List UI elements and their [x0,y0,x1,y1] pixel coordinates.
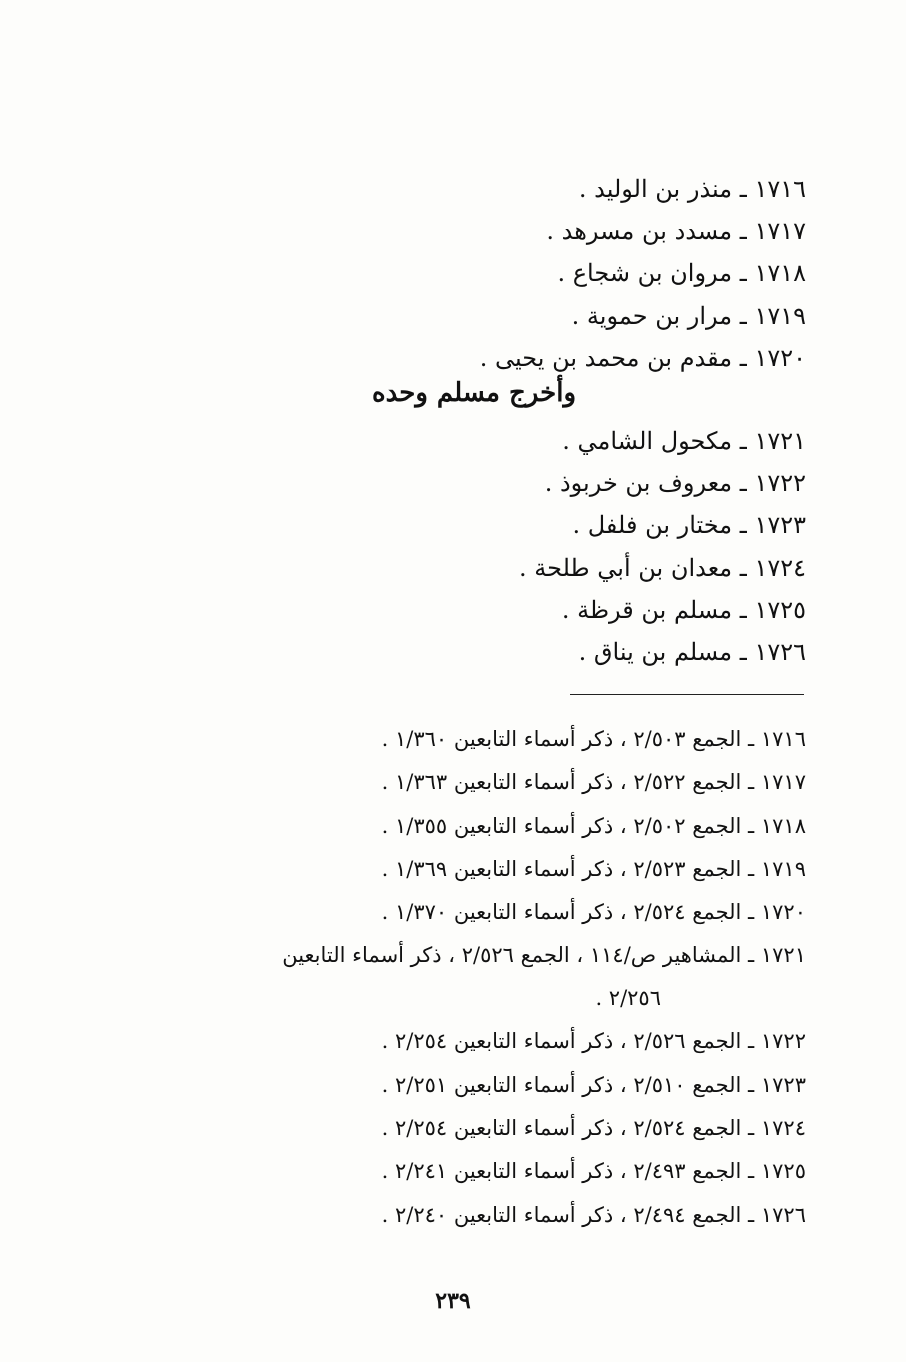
footnote-separator [570,694,804,695]
narrator-entry: ١٧٢٠ ـ مقدم بن محمد بن يحيى . [479,343,806,372]
footnote-multiline [116,934,806,1020]
narrator-entry: ١٧٢٥ ـ مسلم بن قرظة . [561,595,806,624]
footnote: ١٧٢٤ ـ الجمع ٢/٥٢٤ ، ذكر أسماء التابعين ٢/٢٥٤ . [381,1116,806,1141]
footnote-continuation: ٢/٢٥٦ . [595,986,661,1011]
footnote: ١٧١٨ ـ الجمع ٢/٥٠٢ ، ذكر أسماء التابعين ١/٣٥٥ . [381,813,806,838]
footnotes [116,718,806,1237]
narrator-entry: ١٧١٧ ـ مسدد بن مسرهد . [546,217,806,246]
footnote: ١٧٢٥ ـ الجمع ٢/٤٩٣ ، ذكر أسماء التابعين ٢/٢٤١ . [381,1159,806,1184]
footnote: ١٧١٦ ـ الجمع ٢/٥٠٣ ، ذكر أسماء التابعين ١/٣٦٠ . [381,727,806,751]
footnote: ١٧٢٢ ـ الجمع ٢/٥٢٦ ، ذكر أسماء التابعين ٢/٢٥٤ . [381,1029,806,1054]
page-number: ٢٣٩ [435,1288,471,1314]
narrator-list-muslim-only [386,420,806,673]
footnote: ١٧٢٦ ـ الجمع ٢/٤٩٤ ، ذكر أسماء التابعين ٢/٢٤٠ . [381,1202,806,1227]
narrator-entry: ١٧٢٣ ـ مختار بن فلفل . [572,511,806,540]
narrator-entry: ١٧٢١ ـ مكحول الشامي . [562,427,806,455]
narrator-entry: ١٧٢٢ ـ معروف بن خربوذ . [544,469,806,498]
narrator-entry: ١٧١٦ ـ منذر بن الوليد . [578,175,806,203]
footnote-line: ١٧٢١ ـ المشاهير ص/١١٤ ، الجمع ٢/٥٢٦ ، ذكر أسماء التابعين [282,943,806,968]
footnote: ١٧٢٣ ـ الجمع ٢/٥١٠ ، ذكر أسماء التابعين ٢/٢٥١ . [381,1072,806,1097]
narrator-entry: ١٧٢٦ ـ مسلم بن يناق . [578,637,806,666]
narrator-entry: ١٧٢٤ ـ معدان بن أبي طلحة . [518,553,806,582]
footnote: ١٧١٧ ـ الجمع ٢/٥٢٢ ، ذكر أسماء التابعين ١/٣٦٣ . [381,770,806,795]
section-heading: وأخرج مسلم وحده [371,378,576,408]
narrator-list-shared [386,168,806,379]
narrator-entry: ١٧١٨ ـ مروان بن شجاع . [557,259,806,288]
narrator-entry: ١٧١٩ ـ مرار بن حموية . [571,301,806,330]
footnote: ١٧٢٠ ـ الجمع ٢/٥٢٤ ، ذكر أسماء التابعين ١/٣٧٠ . [381,900,806,925]
footnote: ١٧١٩ ـ الجمع ٢/٥٢٣ ، ذكر أسماء التابعين ١/٣٦٩ . [381,856,806,881]
